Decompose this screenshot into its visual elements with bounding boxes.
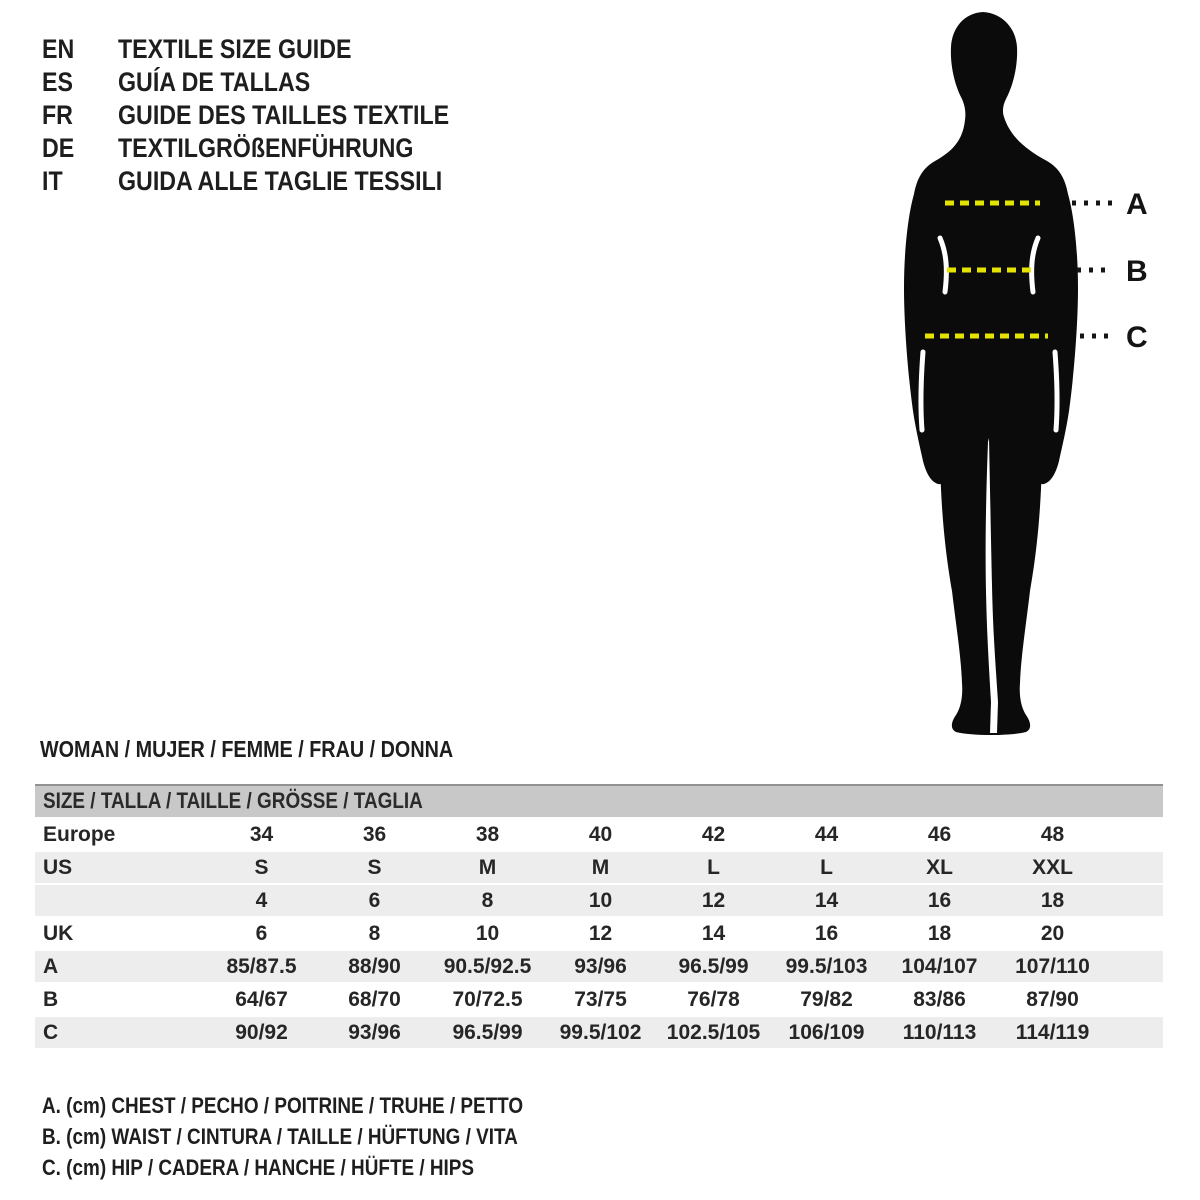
- title-text: GUIDE DES TAILLES TEXTILE: [118, 100, 450, 130]
- cell: 38: [475, 823, 500, 846]
- table-row-uk: [35, 918, 1163, 949]
- cell: 110/113: [902, 1021, 977, 1044]
- arm-gap-right-lower: [1055, 352, 1057, 430]
- cell: 12: [588, 922, 613, 945]
- row-label: Europe: [43, 823, 116, 846]
- cell: 8: [368, 922, 381, 945]
- cell: 99.5/103: [785, 955, 868, 978]
- language-code: IT: [42, 166, 63, 196]
- section-heading: [40, 736, 520, 763]
- cell: 42: [701, 823, 726, 846]
- measurement-legend: [42, 1090, 601, 1183]
- cell: 73/75: [574, 988, 627, 1011]
- cell: 87/90: [1026, 988, 1079, 1011]
- cell: 70/72.5: [452, 988, 523, 1011]
- table-row-us-number: [35, 885, 1163, 916]
- section-heading-text: WOMAN / MUJER / FEMME / FRAU / DONNA: [40, 736, 454, 762]
- legend-text: B. (cm) WAIST / CINTURA / TAILLE / HÜFTUNG / VITA: [42, 1124, 518, 1149]
- cell: M: [478, 856, 497, 879]
- cell: 14: [701, 922, 726, 945]
- table-row-waist-b: [35, 984, 1163, 1015]
- cell: 104/107: [901, 955, 978, 978]
- size-table-header: [35, 784, 1163, 817]
- cell: 85/87.5: [226, 955, 297, 978]
- legend-text: C. (cm) HIP / CADERA / HANCHE / HÜFTE / HIPS: [42, 1155, 475, 1180]
- title-text: GUÍA DE TALLAS: [118, 67, 311, 97]
- cell: 12: [701, 889, 726, 912]
- marker-label-c: C: [1126, 321, 1148, 354]
- cell: 18: [1040, 889, 1065, 912]
- cell: L: [707, 856, 720, 879]
- cell: 90.5/92.5: [443, 955, 532, 978]
- cell: 68/70: [348, 988, 401, 1011]
- marker-label-b: B: [1126, 255, 1148, 288]
- cell: 10: [475, 922, 500, 945]
- size-table: [35, 784, 1163, 1050]
- cell: 93/96: [348, 1021, 401, 1044]
- cell: S: [367, 856, 382, 879]
- cell: 76/78: [687, 988, 740, 1011]
- cell: 46: [927, 823, 952, 846]
- cell: 8: [481, 889, 494, 912]
- row-label: [35, 885, 205, 916]
- cell: 16: [927, 889, 952, 912]
- row-label: C: [43, 1021, 59, 1044]
- title-line-de: [42, 132, 503, 165]
- cell: 20: [1040, 922, 1065, 945]
- cell: 93/96: [574, 955, 627, 978]
- table-row-chest-a: [35, 951, 1163, 982]
- language-code: EN: [42, 34, 75, 64]
- row-label: B: [43, 988, 59, 1011]
- cell: 40: [588, 823, 613, 846]
- cell: 114/119: [1015, 1021, 1090, 1044]
- title-line-it: [42, 165, 503, 198]
- table-row-europe: [35, 819, 1163, 850]
- cell: 107/110: [1015, 955, 1090, 978]
- cell: 44: [814, 823, 839, 846]
- marker-label-a: A: [1126, 188, 1148, 221]
- row-label: A: [43, 955, 59, 978]
- cell: 6: [255, 922, 268, 945]
- cell: 83/86: [913, 988, 966, 1011]
- legend-line-chest: [42, 1090, 601, 1121]
- cell: 4: [255, 889, 268, 912]
- cell: 34: [249, 823, 274, 846]
- cell: M: [591, 856, 610, 879]
- cell: 90/92: [235, 1021, 288, 1044]
- legend-line-hip: [42, 1152, 601, 1183]
- title-line-es: [42, 66, 503, 99]
- cell: 10: [588, 889, 613, 912]
- woman-silhouette-figure: [860, 0, 1200, 740]
- cell: 36: [362, 823, 387, 846]
- cell: S: [254, 856, 269, 879]
- cell: 102.5/105: [666, 1021, 761, 1044]
- row-label: UK: [43, 922, 74, 945]
- title-line-en: [42, 33, 503, 66]
- arm-gap-left-lower: [921, 352, 923, 430]
- cell: XL: [926, 856, 953, 879]
- title-text: TEXTILGRÖßENFÜHRUNG: [118, 133, 414, 163]
- language-code: ES: [42, 67, 73, 97]
- language-title-block: [42, 33, 503, 198]
- cell: 18: [927, 922, 952, 945]
- cell: 96.5/99: [452, 1021, 523, 1044]
- cell: 16: [814, 922, 839, 945]
- table-row-hip-c: [35, 1017, 1163, 1048]
- table-row-us-letter: [35, 852, 1163, 883]
- cell: 99.5/102: [559, 1021, 642, 1044]
- title-text: TEXTILE SIZE GUIDE: [118, 34, 352, 64]
- legend-text: A. (cm) CHEST / PECHO / POITRINE / TRUHE / PETTO: [42, 1093, 524, 1118]
- cell: 14: [814, 889, 839, 912]
- cell: 6: [368, 889, 381, 912]
- legend-line-waist: [42, 1121, 601, 1152]
- title-text: GUIDA ALLE TAGLIE TESSILI: [118, 166, 443, 196]
- title-line-fr: [42, 99, 503, 132]
- row-label: US: [43, 856, 73, 879]
- cell: 48: [1040, 823, 1065, 846]
- language-code: FR: [42, 100, 73, 130]
- cell: 79/82: [800, 988, 853, 1011]
- size-table-header-text: SIZE / TALLA / TAILLE / GRÖSSE / TAGLIA: [43, 788, 423, 813]
- cell: 64/67: [235, 988, 288, 1011]
- cell: 106/109: [788, 1021, 865, 1044]
- language-code: DE: [42, 133, 75, 163]
- cell: 88/90: [348, 955, 401, 978]
- cell: L: [820, 856, 833, 879]
- cell: 96.5/99: [678, 955, 749, 978]
- cell: XXL: [1032, 856, 1073, 879]
